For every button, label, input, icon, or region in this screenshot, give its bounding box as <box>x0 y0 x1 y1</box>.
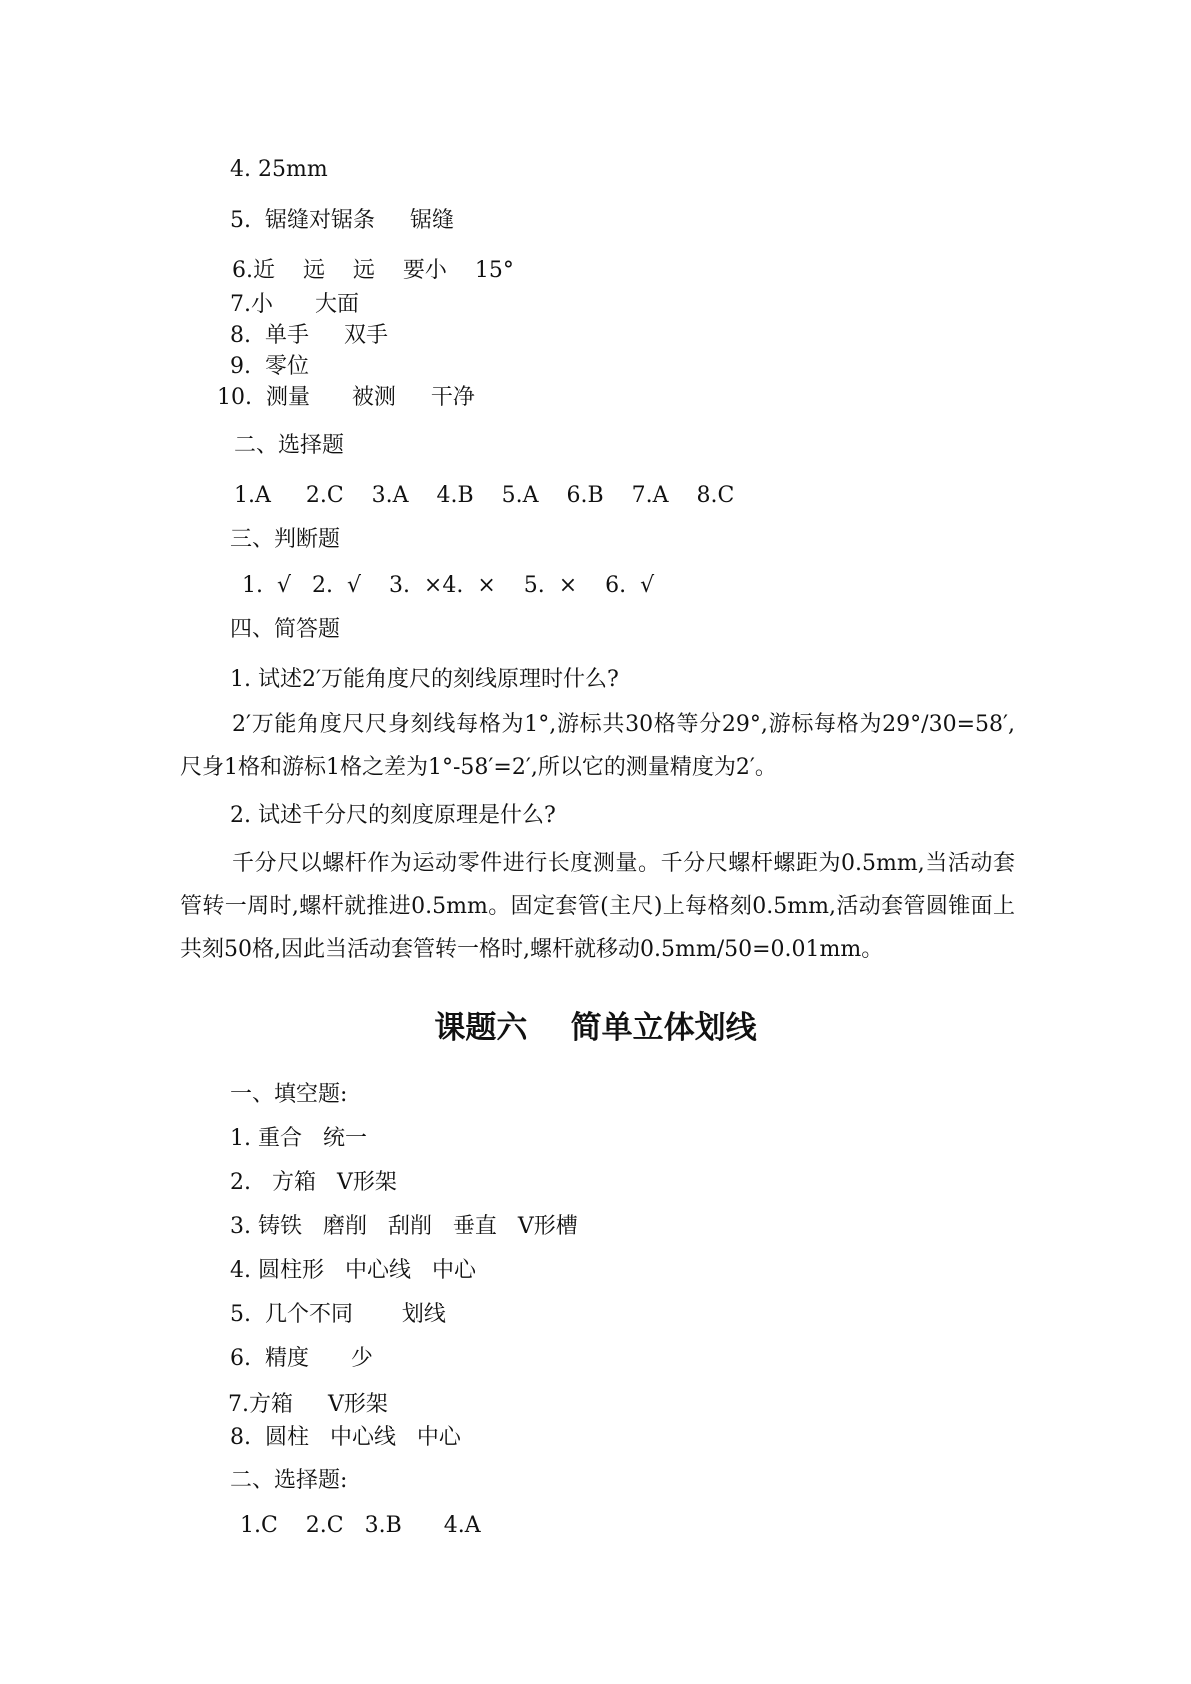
fill-answer-6: 6.近 远 远 要小 15° <box>232 258 514 283</box>
fill-answer-7: 7.方箱 V形架 <box>228 1392 388 1417</box>
fill-answer-8: 8. 单手 双手 <box>230 323 388 348</box>
fill-answer-2: 2. 方箱 V形架 <box>230 1170 397 1195</box>
short-answer-heading: 四、简答题 <box>230 617 341 642</box>
judge-answers: 1. √ 2. √ 3. ×4. × 5. × 6. √ <box>242 573 655 598</box>
fill-answer-3: 3. 铸铁 磨削 刮削 垂直 V形槽 <box>230 1214 578 1239</box>
fill-heading: 一、填空题: <box>230 1082 348 1107</box>
fill-answer-5: 5. 几个不同 划线 <box>230 1302 446 1327</box>
fill-answer-8: 8. 圆柱 中心线 中心 <box>230 1425 461 1450</box>
fill-answer-4: 4. 圆柱形 中心线 中心 <box>230 1258 476 1283</box>
choice-answers: 1.A 2.C 3.A 4.B 5.A 6.B 7.A 8.C <box>234 483 735 508</box>
answer-2: 千分尺以螺杆作为运动零件进行长度测量。千分尺螺杆螺距为0.5mm,当活动套管转一周时,螺杆就推进0.5mm。固定套管(主尺)上每格刻0.5mm,活动套管圆锥面上共刻50格,因此当活动套管转一格时,螺杆就移动0.5mm/50=0.01mm。 <box>180 851 1015 962</box>
answer-1: 2′万能角度尺尺身刻线每格为1°,游标共30格等分29°,游标每格为29°/30=58′,尺身1格和游标1格之差为1°-58′=2′,所以它的测量精度为2′。 <box>180 712 1015 780</box>
fill-answer-7: 7.小 大面 <box>230 292 359 317</box>
choice-heading: 二、选择题 <box>234 433 345 458</box>
choice-heading-6: 二、选择题: <box>230 1468 348 1493</box>
fill-answer-6: 6. 精度 少 <box>230 1346 373 1371</box>
section-title: 课题六 简单立体划线 <box>434 1010 757 1046</box>
question-2: 2. 试述千分尺的刻度原理是什么? <box>230 803 556 828</box>
fill-answer-4: 4. 25mm <box>230 157 328 182</box>
fill-answer-1: 1. 重合 统一 <box>230 1126 367 1151</box>
fill-answer-5: 5. 锯缝对锯条 锯缝 <box>230 208 454 233</box>
judge-heading: 三、判断题 <box>230 527 341 552</box>
fill-answer-10: 10. 测量 被测 干净 <box>217 385 475 410</box>
choice-answers-6: 1.C 2.C 3.B 4.A <box>240 1513 481 1538</box>
fill-answer-9: 9. 零位 <box>230 354 309 379</box>
question-1: 1. 试述2′万能角度尺的刻线原理时什么? <box>230 667 619 692</box>
